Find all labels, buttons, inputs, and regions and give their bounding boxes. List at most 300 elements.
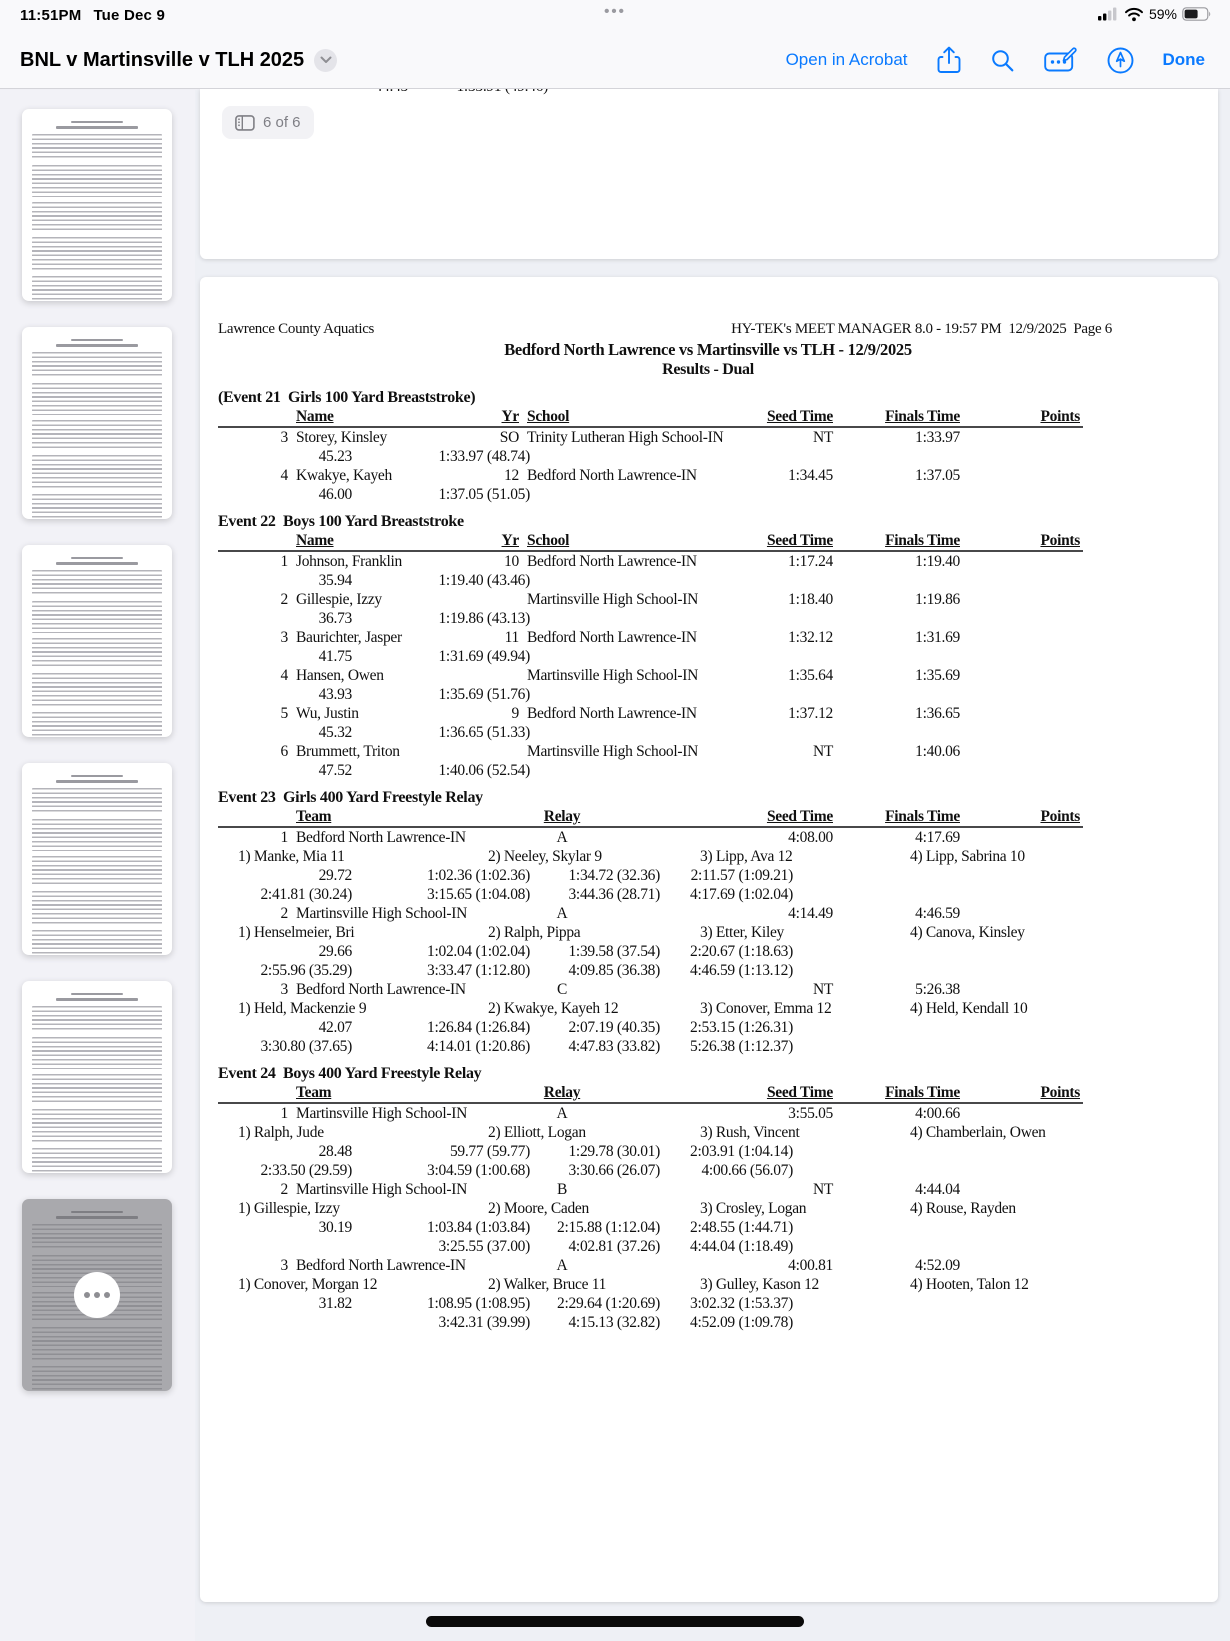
col-spacer <box>627 808 742 826</box>
seed-time: 1:34.45 <box>788 467 833 484</box>
title-menu-button[interactable] <box>314 49 337 72</box>
result-row <box>218 552 1083 571</box>
split-row <box>218 609 1083 628</box>
col-school: School <box>527 532 570 549</box>
split-time: 3:25.55 (37.00) <box>438 1238 530 1255</box>
seed-time: NT <box>812 743 833 760</box>
page-thumbnail-4[interactable] <box>22 763 172 955</box>
split-row <box>218 571 1083 590</box>
thumb-text-block <box>32 455 162 489</box>
split-row <box>218 447 1083 466</box>
thumb-text-block <box>32 352 162 378</box>
seed-time: 4:14.49 <box>788 905 833 922</box>
split-row <box>218 1237 1083 1256</box>
col-relay: Relay <box>543 808 581 825</box>
swimmer-year <box>497 742 519 761</box>
status-date: Tue Dec 9 <box>93 7 165 24</box>
thumb-text-block <box>32 930 162 954</box>
relay-swimmer: 4) Hooten, Talon 12 <box>910 1276 1029 1293</box>
split-time: 41.75 <box>318 648 352 665</box>
open-in-acrobat-button[interactable]: Open in Acrobat <box>785 50 908 69</box>
split-time: 1:29.78 (30.01) <box>568 1143 660 1160</box>
split-row <box>218 1313 1083 1332</box>
split-time: 3:42.31 (39.99) <box>438 1314 530 1331</box>
split-time: 2:55.96 (35.29) <box>260 962 352 979</box>
points-value <box>960 466 1080 485</box>
seed-time: 4:00.81 <box>788 1257 833 1274</box>
thumb-text-block <box>32 891 162 925</box>
split-row <box>218 1018 1083 1037</box>
points-value <box>960 1180 1080 1199</box>
thumb-text-block <box>32 856 162 886</box>
thumb-text-block <box>32 819 162 851</box>
thumb-title-line <box>56 562 138 565</box>
split-row <box>218 1218 1083 1237</box>
swimmer-name: Wu, Justin <box>296 705 359 722</box>
relay-letter: C <box>556 981 568 998</box>
points-value <box>960 742 1080 761</box>
col-team: Team <box>296 1084 332 1101</box>
relay-letter: A <box>556 905 568 922</box>
relay-swimmer: 2) Neeley, Skylar 9 <box>488 848 602 865</box>
page-counter-pill[interactable] <box>222 106 314 139</box>
relay-swimmer: 4) Rouse, Rayden <box>910 1200 1016 1217</box>
place: 4 <box>280 467 288 484</box>
ellipsis-dot <box>84 1292 90 1298</box>
swimmer-year: 10 <box>504 553 519 570</box>
search-icon <box>990 48 1015 73</box>
split-row <box>218 885 1083 904</box>
page-thumbnail-5[interactable] <box>22 981 172 1173</box>
swimmer-name: Storey, Kinsley <box>296 429 387 446</box>
relay-swimmer: 1) Ralph, Jude <box>238 1124 324 1141</box>
column-header-row <box>218 808 1083 828</box>
split-time: 4:00.66 (56.07) <box>701 1162 793 1179</box>
finals-time: 1:33.97 <box>915 429 960 446</box>
column-header-row <box>218 408 1083 428</box>
split-time: 36.73 <box>318 610 352 627</box>
relay-swimmers-row <box>218 1199 1083 1218</box>
thumb-text-block <box>32 1148 162 1172</box>
result-row <box>218 628 1083 647</box>
relay-swimmer: 2) Ralph, Pippa <box>488 924 581 941</box>
result-row <box>218 1104 1083 1123</box>
split-time: 30.19 <box>318 1219 352 1236</box>
event-section <box>218 388 1083 504</box>
finals-time: 5:26.38 <box>915 981 960 998</box>
meet-subtitle: Results - Dual <box>662 361 754 378</box>
col-team: Team <box>296 808 332 825</box>
cellular-signal-icon <box>1098 7 1119 21</box>
relay-swimmer: 3) Rush, Vincent <box>700 1124 800 1141</box>
split-row <box>218 685 1083 704</box>
wifi-icon <box>1124 7 1144 22</box>
thumb-header-line <box>71 121 124 123</box>
relay-swimmer: 4) Held, Kendall 10 <box>910 1000 1028 1017</box>
split-time: 4:09.85 (36.38) <box>568 962 660 979</box>
seed-time: NT <box>812 1181 833 1198</box>
col-seed-time: Seed Time <box>766 1084 833 1101</box>
thumb-text-block <box>32 638 162 668</box>
relay-swimmer: 3) Lipp, Ava 12 <box>700 848 793 865</box>
split-row <box>218 485 1083 504</box>
share-button[interactable] <box>937 46 961 74</box>
relay-swimmers-row <box>218 923 1083 942</box>
place: 3 <box>280 429 288 446</box>
points-value <box>960 1256 1080 1275</box>
thumb-header-line <box>71 1211 124 1213</box>
swimmer-year <box>497 666 519 685</box>
meet-title: Bedford North Lawrence vs Martinsville vs TLH - 12/9/2025 <box>504 340 912 359</box>
split-row <box>218 961 1083 980</box>
results-document <box>200 277 1218 1602</box>
points-value <box>960 590 1080 609</box>
split-time: 4:52.09 (1:09.78) <box>690 1314 793 1331</box>
team-name: Martinsville High School-IN <box>296 905 467 922</box>
thumbnail-sidebar <box>0 90 195 1641</box>
split-time: 43.93 <box>318 686 352 703</box>
swimmer-year: 12 <box>504 467 519 484</box>
place: 3 <box>280 629 288 646</box>
points-value <box>960 704 1080 723</box>
split-time: 1:31.69 (49.94) <box>438 648 530 665</box>
doc-events <box>218 388 1083 1332</box>
thumb-text-block <box>32 1224 162 1250</box>
split-time: 1:40.06 (52.54) <box>438 762 530 779</box>
thumb-text-block <box>32 570 162 596</box>
split-time: 1:35.69 (51.76) <box>438 686 530 703</box>
col-spacer <box>218 532 288 550</box>
points-value <box>960 980 1080 999</box>
share-icon <box>937 46 961 74</box>
split-time: 2:03.91 (1:04.14) <box>690 1143 793 1160</box>
doc-header-right: HY-TEK's MEET MANAGER 8.0 - 19:57 PM 12/9/2025 Page 6 <box>731 321 1112 337</box>
swimmer-name: Brummett, Triton <box>296 743 400 760</box>
split-time: 28.48 <box>318 1143 352 1160</box>
relay-swimmer: 4) Chamberlain, Owen <box>910 1124 1046 1141</box>
page-thumbnail-3[interactable] <box>22 545 172 737</box>
place: 4 <box>280 667 288 684</box>
swimmer-name: Johnson, Franklin <box>296 553 402 570</box>
thumb-text-block <box>32 1037 162 1069</box>
split-time: 35.94 <box>318 572 352 589</box>
relay-swimmers-row <box>218 1123 1083 1142</box>
place: 1 <box>280 1105 288 1122</box>
home-indicator[interactable] <box>426 1616 804 1627</box>
col-seed-time: Seed Time <box>766 532 833 549</box>
school-name: Trinity Lutheran High School-IN <box>527 429 724 446</box>
seed-time: 1:17.24 <box>788 553 833 570</box>
event-section <box>218 512 1083 780</box>
col-points: Points <box>1040 408 1080 425</box>
event-heading: Event 23 Girls 400 Yard Freestyle Relay <box>218 789 483 806</box>
multitasking-dots-icon[interactable]: ••• <box>604 3 626 20</box>
relay-swimmers-row <box>218 847 1083 866</box>
result-row <box>218 666 1083 685</box>
thumb-text-block <box>32 202 162 232</box>
page-counter-label: 6 of 6 <box>263 114 301 131</box>
split-time: 29.72 <box>318 867 352 884</box>
result-row <box>218 828 1083 847</box>
swimmer-name: Kwakye, Kayeh <box>296 467 392 484</box>
column-header-row <box>218 532 1083 552</box>
split-time: 4:47.83 (33.82) <box>568 1038 660 1055</box>
relay-swimmer: 1) Conover, Morgan 12 <box>238 1276 378 1293</box>
finals-time: 4:00.66 <box>915 1105 960 1122</box>
split-time: 1:19.40 (43.46) <box>438 572 530 589</box>
seed-time: NT <box>812 429 833 446</box>
split-time: 2:15.88 (1:12.04) <box>557 1219 660 1236</box>
points-value <box>960 666 1080 685</box>
points-value <box>960 1104 1080 1123</box>
pdf-page-6[interactable] <box>200 277 1218 1602</box>
col-spacer <box>218 1084 288 1102</box>
col-finals-time: Finals Time <box>885 408 960 425</box>
school-name: Martinsville High School-IN <box>527 743 698 760</box>
event-heading: (Event 21 Girls 100 Yard Breaststroke) <box>218 389 476 406</box>
split-time: 1:39.58 (37.54) <box>568 943 660 960</box>
thumb-text-block <box>32 601 162 633</box>
event-heading: Event 24 Boys 400 Yard Freestyle Relay <box>218 1065 482 1082</box>
thumb-title-line <box>56 344 138 347</box>
finals-time: 1:40.06 <box>915 743 960 760</box>
thumb-text-block <box>32 1366 162 1390</box>
split-row <box>218 1037 1083 1056</box>
thumbnail-more-button[interactable] <box>74 1272 120 1318</box>
thumb-header-line <box>71 557 124 559</box>
swimmer-year <box>497 590 519 609</box>
relay-letter: A <box>556 1257 568 1274</box>
school-name: Bedford North Lawrence-IN <box>527 553 697 570</box>
battery-icon <box>1182 7 1212 21</box>
split-time: 4:14.01 (1:20.86) <box>427 1038 530 1055</box>
finals-time: 1:37.05 <box>915 467 960 484</box>
place: 6 <box>280 743 288 760</box>
split-row <box>218 723 1083 742</box>
thumb-text-block <box>32 1327 162 1361</box>
relay-swimmer: 2) Walker, Bruce 11 <box>488 1276 607 1293</box>
search-button[interactable] <box>990 48 1015 73</box>
seed-time: 1:32.12 <box>788 629 833 646</box>
split-row <box>218 866 1083 885</box>
split-time: 4:46.59 (1:13.12) <box>690 962 793 979</box>
event-heading: Event 22 Boys 100 Yard Breaststroke <box>218 513 464 530</box>
split-time: 2:20.67 (1:18.63) <box>690 943 793 960</box>
seed-time: 1:35.64 <box>788 667 833 684</box>
spacer <box>627 980 742 999</box>
swimmer-name: Hansen, Owen <box>296 667 384 684</box>
finals-time: 1:19.40 <box>915 553 960 570</box>
split-time: 5:26.38 (1:12.37) <box>690 1038 793 1055</box>
split-time: 1:37.05 (51.05) <box>438 486 530 503</box>
split-row <box>218 1294 1083 1313</box>
points-value <box>960 828 1080 847</box>
seed-time: 4:08.00 <box>788 829 833 846</box>
split-time: 3:30.80 (37.65) <box>260 1038 352 1055</box>
split-time <box>218 1313 352 1332</box>
swimmer-name: Gillespie, Izzy <box>296 591 382 608</box>
page-thumbnail-6[interactable] <box>22 1199 172 1391</box>
finals-time: 4:46.59 <box>915 905 960 922</box>
col-finals-time: Finals Time <box>885 808 960 825</box>
split-time: 3:04.59 (1:00.68) <box>427 1162 530 1179</box>
relay-letter: B <box>556 1181 568 1198</box>
col-relay: Relay <box>543 1084 581 1101</box>
place: 2 <box>280 905 288 922</box>
split-row <box>218 761 1083 780</box>
relay-swimmer: 2) Elliott, Logan <box>488 1124 586 1141</box>
relay-swimmer: 4) Canova, Kinsley <box>910 924 1025 941</box>
event-section <box>218 788 1083 1056</box>
finals-time: 1:19.86 <box>915 591 960 608</box>
relay-swimmer: 3) Etter, Kiley <box>700 924 784 941</box>
split-time: 45.23 <box>318 448 352 465</box>
thumb-title-line <box>56 1216 138 1219</box>
finals-time: 1:31.69 <box>915 629 960 646</box>
col-spacer <box>218 408 288 426</box>
split-time: 1:33.97 (48.74) <box>438 448 530 465</box>
column-header-row <box>218 1084 1083 1104</box>
split-time: 2:29.64 (1:20.69) <box>557 1295 660 1312</box>
points-value <box>960 552 1080 571</box>
relay-letter: A <box>556 829 568 846</box>
thumb-title-line <box>56 126 138 129</box>
split-time: 1:34.72 (32.36) <box>568 867 660 884</box>
place: 3 <box>280 981 288 998</box>
viewer-content <box>0 90 1230 1641</box>
points-value <box>960 628 1080 647</box>
col-finals-time: Finals Time <box>885 532 960 549</box>
thumb-header-line <box>71 775 124 777</box>
split-time: 2:11.57 (1:09.21) <box>690 867 793 884</box>
place: 2 <box>280 591 288 608</box>
result-row <box>218 428 1083 447</box>
annotate-button[interactable] <box>1107 47 1134 74</box>
col-points: Points <box>1040 808 1080 825</box>
split-time: 1:02.36 (1:02.36) <box>427 867 530 884</box>
split-time: 2:41.81 (30.24) <box>260 886 352 903</box>
done-button[interactable]: Done <box>1162 50 1205 69</box>
split-time <box>218 1237 352 1256</box>
swimmer-year: 11 <box>504 629 519 646</box>
split-time: 1:03.84 (1:03.84) <box>427 1219 530 1236</box>
spacer <box>627 1256 742 1275</box>
relay-swimmers-row <box>218 999 1083 1018</box>
finals-time: 4:44.04 <box>915 1181 960 1198</box>
seed-time: NT <box>812 981 833 998</box>
page-thumbnail-2[interactable] <box>22 327 172 519</box>
doc-header-left: Lawrence County Aquatics <box>218 321 375 337</box>
finals-time: 4:17.69 <box>915 829 960 846</box>
thumb-title-line <box>56 998 138 1001</box>
spacer <box>627 828 742 847</box>
swimmer-year: SO <box>499 429 519 446</box>
split-time: 4:15.13 (32.82) <box>568 1314 660 1331</box>
split-time: 3:15.65 (1:04.08) <box>427 886 530 903</box>
relay-swimmer: 2) Kwakye, Kayeh 12 <box>488 1000 619 1017</box>
pen-nib-circle-icon <box>1107 47 1134 74</box>
thumb-text-block <box>32 1006 162 1032</box>
result-row <box>218 590 1083 609</box>
relay-swimmer: 1) Gillespie, Izzy <box>238 1200 340 1217</box>
col-yr: Yr <box>501 532 519 549</box>
thumb-text-block <box>32 276 162 300</box>
toolbar <box>0 32 1230 89</box>
finals-time: 1:35.69 <box>915 667 960 684</box>
thumb-header-line <box>71 993 124 995</box>
split-time: 1:26.84 (1:26.84) <box>427 1019 530 1036</box>
split-time: 1:08.95 (1:08.95) <box>427 1295 530 1312</box>
markup-icon <box>1044 47 1078 73</box>
thumb-text-block <box>32 673 162 707</box>
pdf-page-5-partial[interactable] <box>200 89 1218 259</box>
place: 1 <box>280 829 288 846</box>
split-row <box>218 942 1083 961</box>
split-time: 31.82 <box>318 1295 352 1312</box>
place: 2 <box>280 1181 288 1198</box>
result-row <box>218 904 1083 923</box>
team-name: Bedford North Lawrence-IN <box>296 829 466 846</box>
split-time: 46.00 <box>318 486 352 503</box>
chevron-down-icon <box>320 56 332 64</box>
points-value <box>960 428 1080 447</box>
result-row <box>218 1256 1083 1275</box>
swimmer-name: Baurichter, Jasper <box>296 629 402 646</box>
thumb-text-block <box>32 165 162 197</box>
relay-swimmer: 3) Conover, Emma 12 <box>700 1000 832 1017</box>
thumb-text-block <box>32 134 162 160</box>
thumb-text-block <box>32 1109 162 1143</box>
thumb-text-block <box>32 383 162 415</box>
points-value <box>960 904 1080 923</box>
swimmer-year: 9 <box>511 705 519 722</box>
result-row <box>218 1180 1083 1199</box>
col-finals-time: Finals Time <box>885 1084 960 1101</box>
split-time: 2:48.55 (1:44.71) <box>690 1219 793 1236</box>
thumb-text-block <box>32 1074 162 1104</box>
school-name: Martinsville High School-IN <box>527 667 698 684</box>
col-points: Points <box>1040 532 1080 549</box>
event-section <box>218 1064 1083 1332</box>
markup-button[interactable] <box>1044 47 1078 73</box>
split-time: 29.66 <box>318 943 352 960</box>
finals-time: 4:52.09 <box>915 1257 960 1274</box>
team-name: Martinsville High School-IN <box>296 1181 467 1198</box>
relay-swimmers-row <box>218 1275 1083 1294</box>
place: 3 <box>280 1257 288 1274</box>
ellipsis-dot <box>104 1292 110 1298</box>
split-time: 1:36.65 (51.33) <box>438 724 530 741</box>
document-title: BNL v Martinsville v TLH 2025 <box>20 48 305 71</box>
spacer <box>627 1104 742 1123</box>
page-thumbnail-1[interactable] <box>22 109 172 301</box>
split-time: 4:44.04 (1:18.49) <box>690 1238 793 1255</box>
team-name: Bedford North Lawrence-IN <box>296 1257 466 1274</box>
result-row <box>218 704 1083 723</box>
split-time: 1:02.04 (1:02.04) <box>427 943 530 960</box>
split-time: 3:44.36 (28.71) <box>568 886 660 903</box>
status-bar <box>0 0 1230 32</box>
team-name: Bedford North Lawrence-IN <box>296 981 466 998</box>
place: 5 <box>280 705 288 722</box>
seed-time: 3:55.05 <box>788 1105 833 1122</box>
split-time: 47.52 <box>318 762 352 779</box>
spacer <box>627 904 742 923</box>
ellipsis-dot <box>94 1292 100 1298</box>
school-name: Bedford North Lawrence-IN <box>527 705 697 722</box>
col-name: Name <box>296 408 334 425</box>
result-row <box>218 980 1083 999</box>
